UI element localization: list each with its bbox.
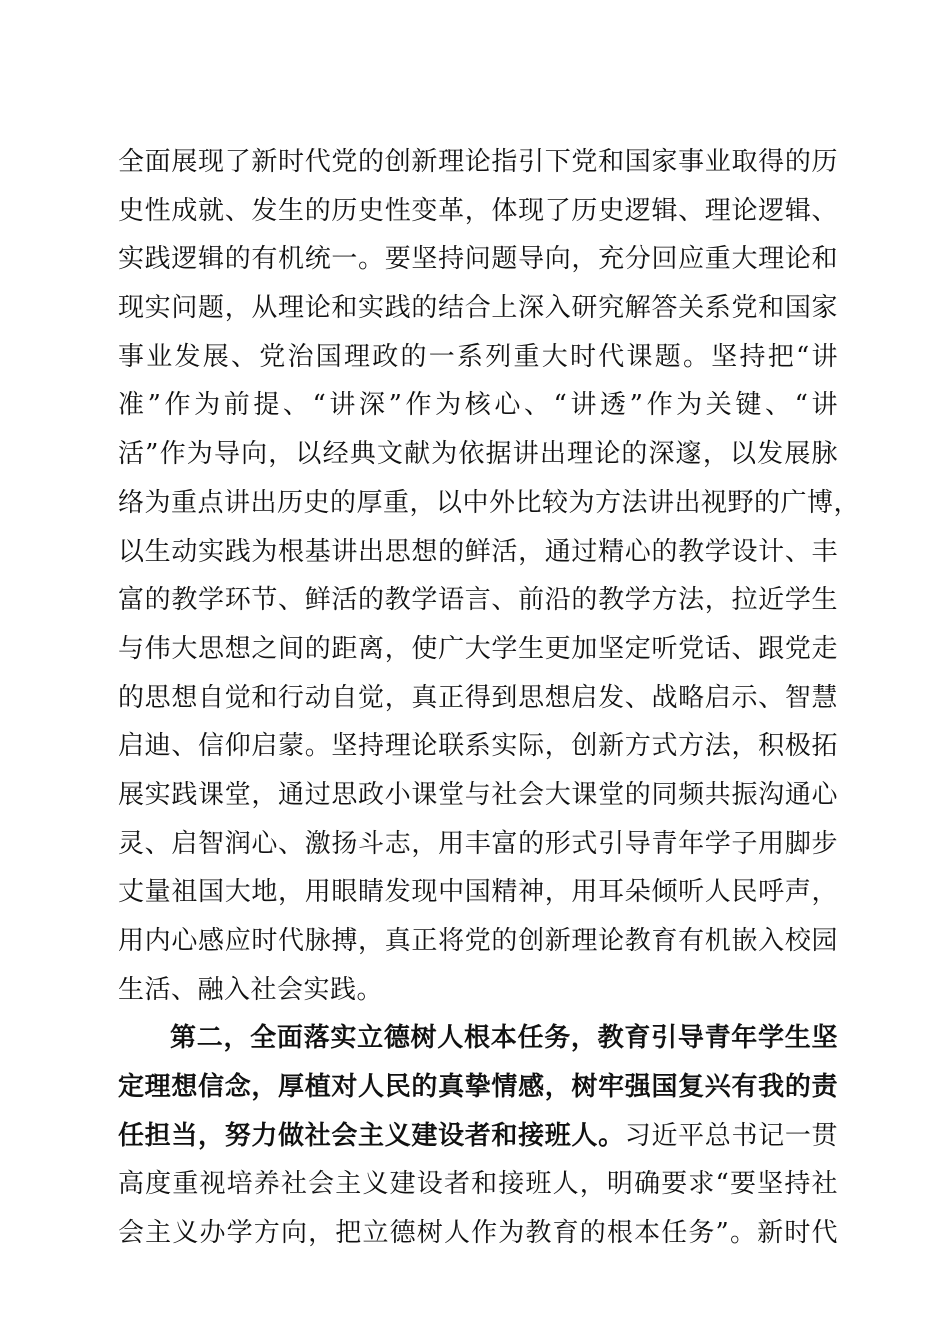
paragraph-line: 活”作为导向，以经典文献为依据讲出理论的深邃，以发展脉 bbox=[118, 439, 838, 470]
paragraph-line: 高度重视培养社会主义建设者和接班人，明确要求“要坚持社 bbox=[118, 1169, 838, 1200]
paragraph-line: 会主义办学方向，把立德树人作为教育的根本任务”。新时代 bbox=[118, 1218, 838, 1249]
paragraph-line: 生活、融入社会实践。 bbox=[118, 974, 384, 1005]
paragraph-2 bbox=[118, 1014, 838, 1257]
paragraph-line: 启迪、信仰启蒙。坚持理论联系实际，创新方式方法，积极拓 bbox=[118, 731, 838, 762]
paragraph-line: 史性成就、发生的历史性变革，体现了历史逻辑、理论逻辑、 bbox=[118, 195, 838, 226]
paragraph-line: 丈量祖国大地，用眼睛发现中国精神，用耳朵倾听人民呼声， bbox=[118, 877, 838, 908]
paragraph-line: 准”作为前提、“讲深”作为核心、“讲透”作为关键、“讲 bbox=[118, 390, 838, 421]
paragraph-text: 习近平总书记一贯 bbox=[624, 1120, 838, 1151]
paragraph-line: 络为重点讲出历史的厚重，以中外比较为方法讲出视野的广博， bbox=[118, 487, 861, 518]
paragraph-line: 用内心感应时代脉搏，真正将党的创新理论教育有机嵌入校园 bbox=[118, 926, 838, 956]
paragraph-line: 展实践课堂，通过思政小课堂与社会大课堂的同频共振沟通心 bbox=[118, 779, 838, 810]
paragraph-line: 全面展现了新时代党的创新理论指引下党和国家事业取得的历 bbox=[118, 147, 838, 177]
section-heading-line: 第二，全面落实立德树人根本任务，教育引导青年学生坚 bbox=[170, 1023, 838, 1054]
paragraph-line: 与伟大思想之间的距离，使广大学生更加坚定听党话、跟党走 bbox=[118, 633, 838, 664]
paragraph-line: 事业发展、党治国理政的一系列重大时代课题。坚持把“讲 bbox=[118, 341, 838, 372]
paragraph-line: 灵、启智润心、激扬斗志，用丰富的形式引导青年学子用脚步 bbox=[118, 828, 838, 859]
paragraph-line: 富的教学环节、鲜活的教学语言、前沿的教学方法，拉近学生 bbox=[118, 585, 838, 616]
section-heading-line: 任担当，努力做社会主义建设者和接班人。 bbox=[118, 1120, 625, 1151]
body-text bbox=[118, 138, 861, 1258]
paragraph-line-mixed bbox=[118, 1112, 838, 1161]
paragraph-line: 现实问题，从理论和实践的结合上深入研究解答关系党和国家 bbox=[118, 293, 838, 324]
section-heading-line: 定理想信念，厚植对人民的真挚情感，树牢强国复兴有我的责 bbox=[118, 1072, 838, 1103]
paragraph-line: 实践逻辑的有机统一。要坚持问题导向，充分回应重大理论和 bbox=[118, 244, 838, 275]
paragraph-line: 的思想自觉和行动自觉，真正得到思想启发、战略启示、智慧 bbox=[118, 682, 838, 713]
paragraph-line: 以生动实践为根基讲出思想的鲜活，通过精心的教学设计、丰 bbox=[118, 536, 838, 567]
paragraph-1 bbox=[118, 138, 861, 1014]
